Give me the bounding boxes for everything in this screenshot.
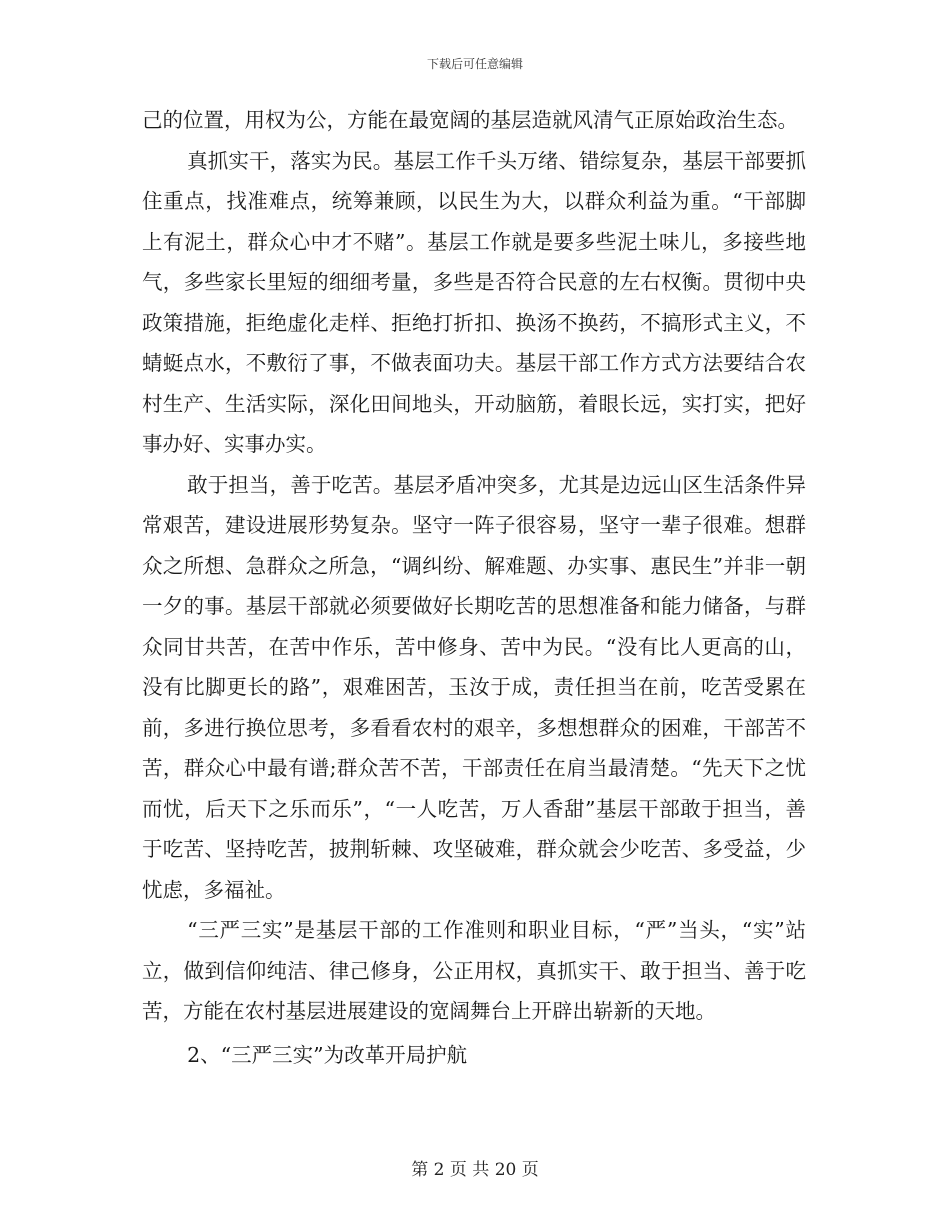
paragraph-zhen-zhua-shi-gan: 真抓实干，落实为民。基层工作千头万绪、错综复杂，基层干部要抓住重点，找准难点，统筹兼顾，以民生为大，以群众利益为重。“干部脚上有泥土，群众心中才不赌”。基层工作就是要多些泥土味儿，多接些地气，多些家长里短的细细考量，多些是否符合民意的左右权衡。贯彻中央政策措施，拒绝虚化走样、拒绝打折扣、换汤不换药，不搞形式主义，不蜻蜓点水，不敷衍了事，不做表面功夫。基层干部工作方式方法要结合农村生产、生活实际，深化田间地头，开动脑筋，着眼长远，实打实，把好事办好、实事办实。 xyxy=(142,148,806,456)
paragraph-gan-yu-dan-dang: 敢于担当，善于吃苦。基层矛盾冲突多，尤其是边远山区生活条件异常艰苦，建设进展形势复杂。坚守一阵子很容易，坚守一辈子很难。想群众之所想、急群众之所急，“调纠纷、解难题、办实事、惠民生”并非一朝一夕的事。基层干部就必须要做好长期吃苦的思想准备和能力储备，与群众同甘共苦，在苦中作乐，苦中修身、苦中为民。“没有比人更高的山，没有比脚更长的路”，艰难困苦，玉汝于成，责任担当在前，吃苦受累在前，多进行换位思考，多看看农村的艰辛，多想想群众的困难，干部苦不苦，群众心中最有谱;群众苦不苦，干部责任在肩当最清楚。“先天下之忧而忧，后天下之乐而乐”，“一人吃苦，万人香甜”基层干部敢于担当，善于吃苦、坚持吃苦，披荆斩棘、攻坚破难，群众就会少吃苦、多受益，少忧虑，多福祉。 xyxy=(142,472,806,902)
paragraph-continued: 己的位置，用权为公，方能在最宽阔的基层造就风清气正原始政治生态。 xyxy=(142,108,798,132)
page-number: 第 2 页 共 20 页 xyxy=(411,1160,539,1180)
page-header-note: 下载后可任意编辑 xyxy=(426,57,523,71)
document-body xyxy=(142,100,806,1075)
paragraph-san-yan-san-shi: “三严三实”是基层干部的工作准则和职业目标，“严”当头，“实”站立，做到信仰纯洁、律己修身，公正用权，真抓实干、敢于担当、善于吃苦，方能在农村基层进展建设的宽阔舞台上开辟出崭新的天地。 xyxy=(142,918,806,1023)
section-heading: 2、“三严三实”为改革开局护航 xyxy=(187,1042,468,1067)
